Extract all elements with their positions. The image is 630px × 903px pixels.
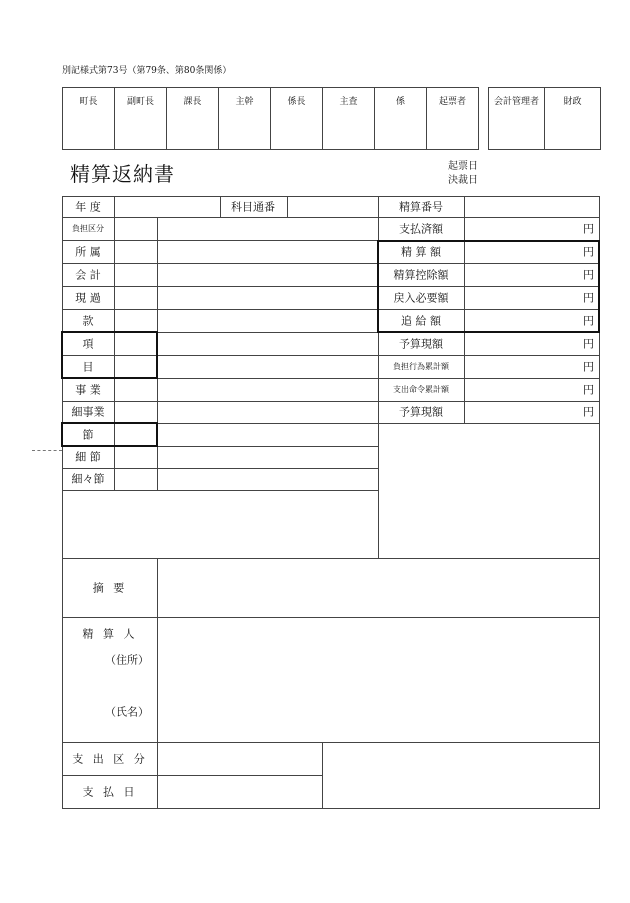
kaikei-label: 会 計 xyxy=(75,268,101,282)
bold-box-setsu xyxy=(61,422,158,447)
saisai-setsu-label: 細々節 xyxy=(71,472,105,486)
stamp-label: 町長 xyxy=(79,97,98,107)
stamp-label: 会計管理者 xyxy=(493,97,539,107)
stamp-label: 課長 xyxy=(183,97,202,107)
yen-unit: 円 xyxy=(583,268,594,282)
genka-label: 現 過 xyxy=(75,291,101,305)
stamp-box-fukuchocho[interactable] xyxy=(115,88,167,150)
name-label: （氏名） xyxy=(105,705,149,719)
sai-jigyo-label: 細事業 xyxy=(71,405,105,419)
seisan-kojo-gaku-label: 精算控除額 xyxy=(393,268,449,282)
shiharai-bi-label: 支 払 日 xyxy=(82,785,138,799)
stamp-label: 係 xyxy=(395,97,405,107)
kan-label: 款 xyxy=(82,314,94,328)
stamp-box-kakari[interactable] xyxy=(375,88,427,150)
stamp-box-kacho[interactable] xyxy=(167,88,219,150)
stamp-box-chocho[interactable] xyxy=(63,88,115,150)
bold-box-kou-moku xyxy=(61,331,158,379)
approval-stamp-table-left xyxy=(62,87,479,150)
yen-unit: 円 xyxy=(583,337,594,351)
stamp-label: 起票者 xyxy=(438,97,466,107)
yosan-gengaku-label-2: 予算現額 xyxy=(399,405,443,419)
shozoku-label: 所 属 xyxy=(75,245,101,259)
futan-kubun-label: 負担区分 xyxy=(72,224,104,233)
shiharaizumi-gaku-label: 支払済額 xyxy=(399,222,443,236)
stamp-label: 副町長 xyxy=(126,97,154,107)
stamp-box-kakaricho[interactable] xyxy=(271,88,323,150)
yen-unit: 円 xyxy=(583,360,594,374)
kamoku-tsuban-label: 科目通番 xyxy=(231,200,275,214)
stamp-label: 財政 xyxy=(563,97,582,107)
yosan-gengaku-label: 予算現額 xyxy=(399,337,443,351)
seisan-nin-label: 精 算 人 xyxy=(82,627,138,641)
fold-guide-line xyxy=(32,450,62,451)
sai-setsu-label: 細 節 xyxy=(75,450,101,464)
form-number: 別記様式第73号（第79条、第80条関係） xyxy=(62,66,232,76)
address-label: （住所） xyxy=(105,653,149,667)
tekiyo-label: 摘 要 xyxy=(92,581,128,595)
shishutsu-meirei-ruikei-label: 支出命令累計額 xyxy=(393,385,449,394)
yen-unit: 円 xyxy=(583,405,594,419)
seisan-bango-label: 精算番号 xyxy=(399,200,443,214)
stamp-label: 係長 xyxy=(287,97,306,107)
stamp-label: 主査 xyxy=(339,97,358,107)
shishutsu-kubun-label: 支 出 区 分 xyxy=(72,752,148,766)
stamp-label: 主幹 xyxy=(235,97,254,107)
stamp-box-shukan[interactable] xyxy=(219,88,271,150)
yen-unit: 円 xyxy=(583,222,594,236)
yen-unit: 円 xyxy=(583,245,594,259)
stamp-box-zaisei[interactable] xyxy=(545,88,601,150)
yen-unit: 円 xyxy=(583,314,594,328)
tsuikyu-gaku-label: 追 給 額 xyxy=(401,314,441,328)
stamp-box-shusa[interactable] xyxy=(323,88,375,150)
kihyo-date-label: 起票日 xyxy=(448,161,478,172)
yen-unit: 円 xyxy=(583,383,594,397)
approval-stamp-table-right xyxy=(488,87,601,150)
futan-koi-ruikei-label: 負担行為累計額 xyxy=(393,362,449,371)
kessai-date-label: 決裁日 xyxy=(448,175,478,186)
stamp-box-kihyosha[interactable] xyxy=(427,88,479,150)
document-title: 精算返納書 xyxy=(70,162,175,186)
kou-label: 項 xyxy=(82,337,94,351)
setsu-label: 節 xyxy=(82,428,94,442)
reinyu-hitsuyo-gaku-label: 戻入必要額 xyxy=(393,291,449,305)
nendo-label: 年 度 xyxy=(75,200,101,214)
jigyo-label: 事 業 xyxy=(75,383,101,397)
seisan-gaku-label: 精 算 額 xyxy=(401,245,441,259)
moku-label: 目 xyxy=(82,360,94,374)
yen-unit: 円 xyxy=(583,291,594,305)
stamp-box-kaikei-kanrisha[interactable] xyxy=(489,88,545,150)
